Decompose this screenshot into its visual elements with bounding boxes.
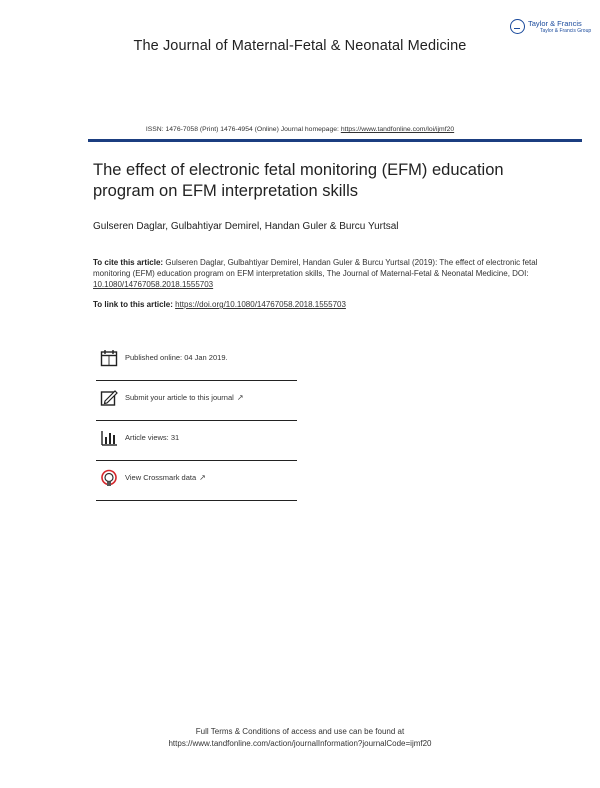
- article-title: The effect of electronic fetal monitoring (EFM) education program on EFM interpretation skills: [93, 161, 504, 200]
- crossmark-item[interactable]: [96, 461, 297, 501]
- journal-homepage-link[interactable]: https://www.tandfonline.com/loi/ijmf20: [340, 126, 455, 133]
- citation-block: [93, 257, 563, 290]
- crossmark-link[interactable]: [125, 473, 206, 482]
- publisher-tagline: Taylor & Francis Group: [540, 28, 592, 34]
- publisher-name: Taylor & Francis: [528, 19, 582, 28]
- submit-article-item[interactable]: [96, 381, 297, 421]
- article-link-line: [93, 300, 346, 309]
- external-link-icon: ↗: [236, 393, 244, 402]
- issn-line: [0, 126, 600, 133]
- citation-doi-link[interactable]: 10.1080/14767058.2018.1555703: [93, 280, 214, 289]
- submit-article-text: Submit your article to this journal: [125, 393, 234, 402]
- header-divider: [88, 139, 582, 142]
- submit-article-link[interactable]: [125, 393, 244, 402]
- article-authors: Gulseren Daglar, Gulbahtiyar Demirel, Handan Guler & Burcu Yurtsal: [93, 221, 399, 232]
- citation-text: Gulseren Daglar, Gulbahtiyar Demirel, Handan Guler & Burcu Yurtsal (2019): The effect of electronic fetal monitoring (EFM) education program on EFM interpretation skills, The Journal of Maternal-Fetal & Neonatal Medicine, DOI:: [93, 258, 538, 278]
- citation-label: To cite this article:: [93, 258, 164, 267]
- crossmark-icon: [100, 469, 118, 487]
- article-doi-url[interactable]: https://doi.org/10.1080/14767058.2018.1555703: [175, 300, 346, 309]
- article-link-label: To link to this article:: [93, 300, 176, 309]
- published-online-item: [96, 341, 297, 381]
- bar-chart-icon: [100, 429, 118, 447]
- journal-title: The Journal of Maternal-Fetal & Neonatal Medicine: [133, 38, 467, 54]
- published-online-text: Published online: 04 Jan 2019.: [125, 353, 228, 362]
- article-views-item: [96, 421, 297, 461]
- issn-text: ISSN: 1476-7058 (Print) 1476-4954 (Online) Journal homepage:: [145, 126, 341, 133]
- footer-terms-text: Full Terms & Conditions of access and use can be found at: [195, 727, 405, 736]
- footer-journal-info-link[interactable]: https://www.tandfonline.com/action/journalInformation?journalCode=ijmf20: [168, 739, 432, 748]
- publisher-logo-icon: [510, 19, 525, 34]
- submit-icon: [100, 389, 118, 407]
- article-views-text: Article views: 31: [125, 433, 180, 442]
- publisher-logo[interactable]: [510, 18, 590, 38]
- external-link-icon: ↗: [199, 473, 206, 482]
- calendar-icon: [100, 349, 118, 367]
- footer: [0, 726, 600, 750]
- crossmark-text: View Crossmark data: [125, 473, 197, 482]
